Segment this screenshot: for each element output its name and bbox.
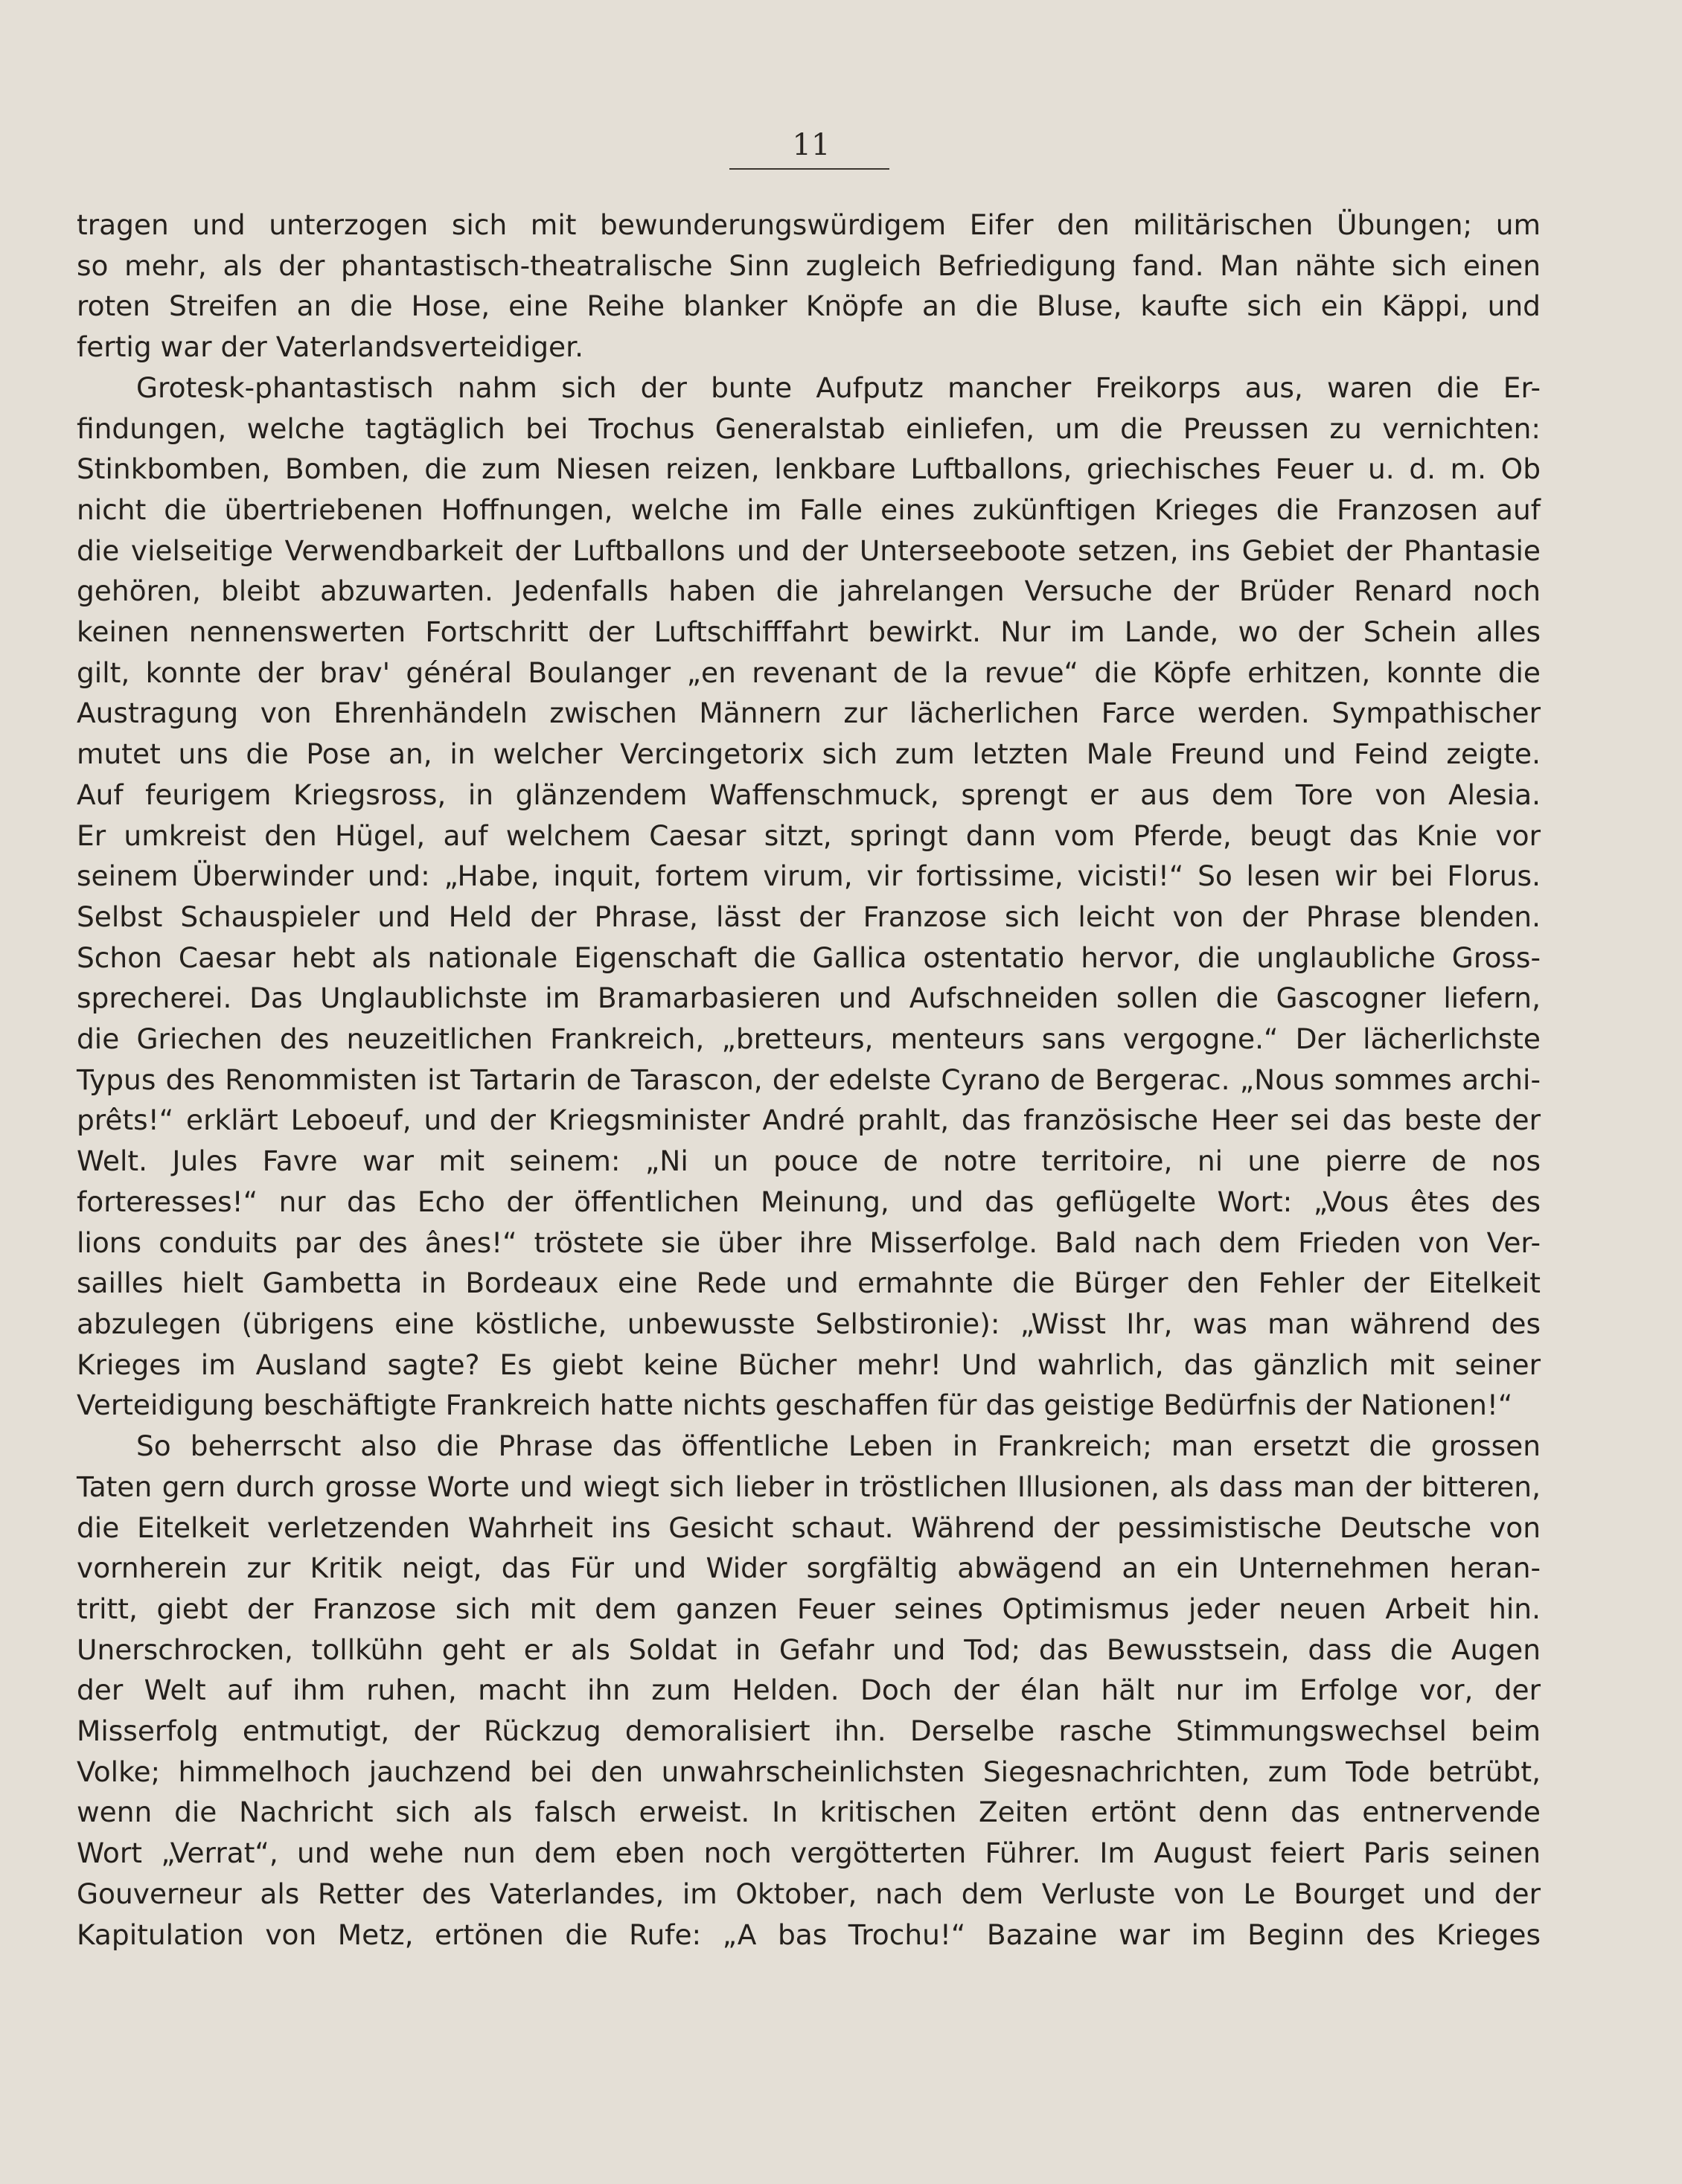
text-line: tragen und unterzogen sich mit bewunderungswürdigem Eifer den militärischen Übungen; um — [77, 208, 1541, 241]
text-line: Unerschrocken, tollkühn geht er als Soldat in Gefahr und Tod; das Bewusstsein, dass die Augen — [77, 1633, 1541, 1666]
text-line: die vielseitige Verwendbarkeit der Luftballons und der Unterseeboote setzen, ins Gebiet der Phantasie — [77, 534, 1541, 567]
text-line: Typus des Renommisten ist Tartarin de Tarascon, der edelste Cyrano de Bergerac. „Nous sommes archi- — [77, 1063, 1541, 1096]
text-line: lions conduits par des ânes!“ tröstete sie über ihre Misserfolge. Bald nach dem Frieden von Ver- — [77, 1226, 1541, 1259]
text-line: wenn die Nachricht sich als falsch erweist. In kritischen Zeiten ertönt denn das entnervende — [77, 1796, 1541, 1829]
text-line: Austragung von Ehrenhändeln zwischen Männern zur lächerlichen Farce werden. Sympathischer — [77, 696, 1541, 730]
text-line: die Griechen des neuzeitlichen Frankreich, „bretteurs, menteurs sans vergogne.“ Der lächerlichste — [77, 1022, 1541, 1056]
text-line: Stinkbomben, Bomben, die zum Niesen reizen, lenkbare Luftballons, griechisches Feuer u. d. m. Ob — [77, 452, 1541, 486]
text-line: tritt, giebt der Franzose sich mit dem ganzen Feuer seines Optimismus jeder neuen Arbeit hin. — [77, 1592, 1541, 1625]
text-line: forteresses!“ nur das Echo der öffentlichen Meinung, und das geflügelte Wort: „Vous êtes des — [77, 1185, 1541, 1218]
text-line: keinen nennenswerten Fortschritt der Luftschifffahrt bewirkt. Nur im Lande, wo der Schein alles — [77, 615, 1541, 649]
text-line: Er umkreist den Hügel, auf welchem Caesar sitzt, springt dann vom Pferde, beugt das Knie vor — [77, 819, 1541, 852]
text-line: sprecherei. Das Unglaublichste im Bramarbasieren und Aufschneiden sollen die Gascogner liefern, — [77, 981, 1541, 1015]
text-line: Welt. Jules Favre war mit seinem: „Ni un pouce de notre territoire, ni une pierre de nos — [77, 1144, 1541, 1178]
text-line: die Eitelkeit verletzenden Wahrheit ins Gesicht schaut. Während der pessimistische Deutsche von — [77, 1511, 1541, 1544]
text-line: findungen, welche tagtäglich bei Trochus Generalstab einliefen, um die Preussen zu vernichten: — [77, 411, 1541, 445]
text-line: mutet uns die Pose an, in welcher Vercingetorix sich zum letzten Male Freund und Feind zeigte. — [77, 737, 1541, 771]
text-line: Kapitulation von Metz, ertönen die Rufe: „A bas Trochu!“ Bazaine war im Beginn des Krieges — [77, 1918, 1541, 1951]
text-line: abzulegen (übrigens eine köstliche, unbewusste Selbstironie): „Wisst Ihr, was man während des — [77, 1307, 1541, 1340]
text-line: der Welt auf ihm ruhen, macht ihn zum Helden. Doch der élan hält nur im Erfolge vor, der — [77, 1674, 1541, 1707]
text-line: nicht die übertriebenen Hoffnungen, welche im Falle eines zukünftigen Krieges die Franzosen auf — [77, 493, 1541, 526]
text-line: roten Streifen an die Hose, eine Reihe blanker Knöpfe an die Bluse, kaufte sich ein Käppi, und — [77, 289, 1541, 323]
text-line: Auf feurigem Kriegsross, in glänzendem Waffenschmuck, sprengt er aus dem Tore von Alesia. — [77, 778, 1541, 811]
text-line: prêts!“ erklärt Leboeuf, und der Kriegsminister André prahlt, das französische Heer sei das beste der — [77, 1104, 1541, 1137]
text-line: Wort „Verrat“, und wehe nun dem eben noch vergötterten Führer. Im August feiert Paris seinen — [77, 1836, 1541, 1870]
text-line: Krieges im Ausland sagte? Es giebt keine Bücher mehr! Und wahrlich, das gänzlich mit seiner — [77, 1348, 1541, 1381]
text-line: Verteidigung beschäftigte Frankreich hatte nichts geschaffen für das geistige Bedürfnis der Nationen!“ — [77, 1389, 1513, 1422]
text-line: Taten gern durch grosse Worte und wiegt sich lieber in tröstlichen Illusionen, als dass man der bitteren, — [77, 1470, 1541, 1503]
text-line: Volke; himmelhoch jauchzend bei den unwahrscheinlichsten Siegesnachrichten, zum Tode betrübt, — [77, 1755, 1541, 1788]
text-line: sailles hielt Gambetta in Bordeaux eine Rede und ermahnte die Bürger den Fehler der Eitelkeit — [77, 1266, 1541, 1300]
body-text — [77, 205, 1541, 1955]
text-line: fertig war der Vaterlandsverteidiger. — [77, 330, 584, 364]
text-line: Selbst Schauspieler und Held der Phrase, lässt der Franzose sich leicht von der Phrase blenden. — [77, 900, 1541, 933]
page-number: 11 — [792, 128, 831, 162]
text-line: seinem Überwinder und: „Habe, inquit, fortem virum, vir fortissime, vicisti!“ So lesen wir bei Florus. — [77, 859, 1541, 893]
text-line: Grotesk-phantastisch nahm sich der bunte Aufputz mancher Freikorps aus, waren die Er- — [136, 371, 1541, 404]
text-line: vornherein zur Kritik neigt, das Für und Wider sorgfältig abwägend an ein Unternehmen heran- — [77, 1551, 1541, 1585]
text-line: gehören, bleibt abzuwarten. Jedenfalls haben die jahrelangen Versuche der Brüder Renard noch — [77, 574, 1541, 608]
text-line: Gouverneur als Retter des Vaterlandes, im Oktober, nach dem Verluste von Le Bourget und der — [77, 1877, 1541, 1910]
text-line: Misserfolg entmutigt, der Rückzug demoralisiert ihn. Derselbe rasche Stimmungswechsel beim — [77, 1714, 1541, 1748]
text-line: So beherrscht also die Phrase das öffentliche Leben in Frankreich; man ersetzt die grossen — [136, 1429, 1541, 1463]
header-rule — [729, 168, 889, 170]
text-line: so mehr, als der phantastisch-theatralische Sinn zugleich Befriedigung fand. Man nähte sich einen — [77, 249, 1541, 282]
text-line: Schon Caesar hebt als nationale Eigenschaft die Gallica ostentatio hervor, die unglaubliche Gross- — [77, 941, 1541, 974]
text-line: gilt, konnte der brav' général Boulanger „en revenant de la revue“ die Köpfe erhitzen, konnte die — [77, 656, 1541, 689]
